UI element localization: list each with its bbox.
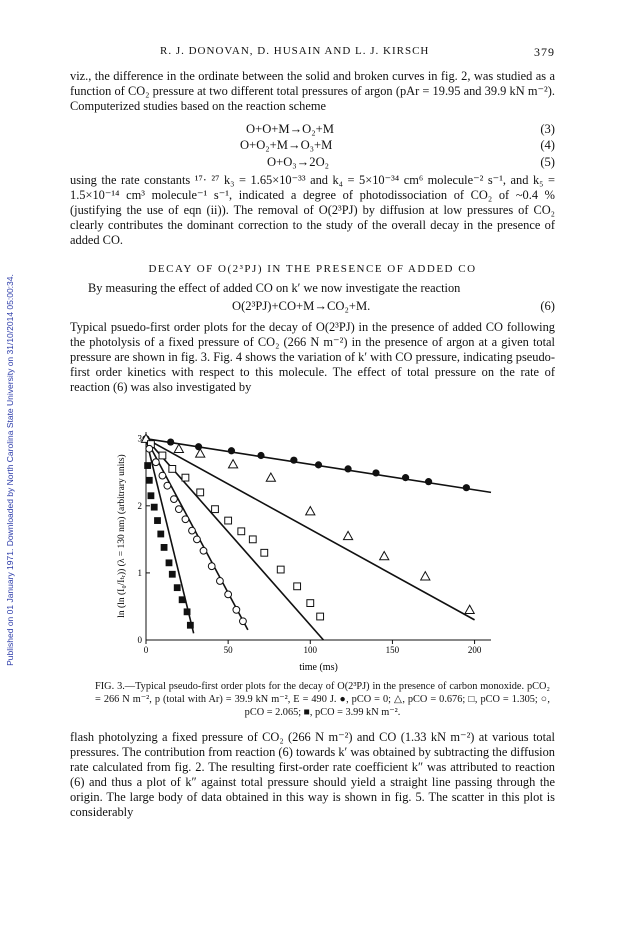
data-point-filled-square [187,622,194,629]
equation-text: O(2³PJ)+CO+M→CO₂+M. [232,299,371,313]
data-point-open-circle [189,527,196,534]
data-point-filled-square [184,608,191,615]
equation-5 [70,155,555,170]
data-point-open-square [212,506,219,513]
figure-3-chart [108,420,500,678]
data-point-filled-square [174,584,181,591]
equation-6 [70,299,555,314]
x-axis-label: time (ms) [299,662,338,673]
data-point-open-square [238,528,245,535]
data-point-filled-square [151,504,158,511]
data-point-open-square [159,452,166,459]
y-tick-label: 1 [137,567,142,578]
equation-number: (4) [540,138,555,152]
data-point-open-square [197,489,204,496]
figure-caption-text: FIG. 3.—Typical pseudo-first order plots for the decay of O(2³PJ) in the presence of carbon monoxide. pCO₂ = 266 N m⁻², p (total with Ar) = 39.9 kN m⁻², E = 490 J. ●, pCO = 0; △, pCO = 0.676; □, pCO = 1.305; ○, pCO = 2.065; ■, pCO = 3.99 kN m⁻². [95,681,550,718]
data-point-filled-square [154,517,161,524]
data-point-filled-square [161,544,168,551]
data-point-open-square [294,583,301,590]
data-point-open-circle [208,563,215,570]
paragraph-5: flash photolyzing a fixed pressure of CO₂ (266 N m⁻²) and CO (1.33 kN m⁻²) at various total pressures. The contribution from reaction (6) towards k′ was obtained by subtracting the diffusion rate calculated from fig. 2. The resulting first-order rate coefficient k″ was attributed to reaction (6) and thus a plot of k″ against total pressure should yield a straight line passing through the origin. The large body of data obtained in this way is shown in fig. 5. The scatter in this plot is considerably [70,730,555,819]
paragraph-2: using the rate constants ¹⁷· ²⁷ k₃ = 1.65×10⁻³³ and k₄ = 5×10⁻³⁴ cm⁶ molecule⁻² s⁻¹, and k₅ = 1.5×10⁻¹⁴ cm³ molecule⁻¹ s⁻¹, indicated a degree of photodissociation of CO₂ of ~0.4 % (justifying the use of eqn (ii)). The removal of O(2³PJ) by diffusion at low pressures of CO₂ clearly contributes the dominant correction to the study of the overall decay in the presence of added CO. [70,173,555,247]
data-point-filled-square [146,477,153,484]
running-header [70,45,555,61]
y-axis-label: ln (ln (I₀/Iₜᵣ)) (λ = 130 nm) (arbitrary units) [117,454,127,618]
data-point-open-circle [146,445,153,452]
data-point-open-square [261,549,268,556]
x-tick-label: 150 [385,645,400,655]
data-point-open-triangle [266,473,275,481]
equation-text: O+O₃→2O₂ [267,155,330,169]
data-point-open-circle [171,496,178,503]
data-point-filled-square [144,462,151,469]
data-point-open-square [277,566,284,573]
data-point-open-triangle [421,572,430,580]
paragraph-3: By measuring the effect of added CO on k′ we now investigate the reaction [88,281,461,295]
data-point-open-triangle [465,605,474,613]
data-point-open-circle [217,578,224,585]
data-point-filled-circle [372,469,379,476]
x-tick-label: 0 [143,645,149,655]
data-point-filled-circle [344,465,351,472]
data-point-open-circle [159,472,166,479]
data-point-open-square [169,466,176,473]
page-number: 379 [534,45,555,59]
data-point-open-circle [182,516,189,523]
chart-svg [108,420,500,678]
y-tick-label: 3 [137,433,142,444]
data-point-open-triangle [174,444,183,452]
data-point-open-triangle [228,460,237,468]
data-point-open-square [317,613,324,620]
download-watermark-text: Published on 01 January 1971. Downloaded by North Carolina State University on 31/10/2014 05:00:34. [5,274,15,666]
data-point-filled-circle [315,461,322,468]
data-point-open-triangle [196,449,205,457]
data-point-open-circle [233,606,240,613]
y-tick-label: 2 [137,500,142,511]
data-point-filled-square [166,559,173,566]
data-point-filled-circle [463,484,470,491]
data-point-filled-circle [195,443,202,450]
data-point-open-triangle [343,531,352,539]
data-point-filled-circle [228,447,235,454]
x-tick-label: 200 [467,645,482,655]
data-point-open-square [307,600,314,607]
equation-number: (6) [540,299,555,313]
data-point-open-square [225,517,232,524]
data-point-open-circle [194,536,201,543]
section-heading: DECAY OF O(2³PJ) IN THE PRESENCE OF ADDED CO [148,263,477,275]
equation-number: (3) [540,122,555,136]
data-point-open-circle [164,482,171,489]
data-point-open-square [249,536,256,543]
equation-text: O+O+M→O₂+M [246,122,334,136]
data-point-filled-circle [402,474,409,481]
paragraph-1: viz., the difference in the ordinate between the solid and broken curves in fig. 2, was studied as a function of CO₂ pressure at two different total pressures of argon (pAr = 19.95 and 39.9 kN m⁻²). Computerized studies based on the reaction scheme [70,69,555,113]
equation-3 [70,122,555,137]
data-point-filled-square [169,571,176,578]
data-point-open-triangle [380,552,389,560]
x-tick-label: 50 [223,645,233,655]
data-point-filled-circle [425,478,432,485]
data-point-filled-circle [167,438,174,445]
header-authors: R. J. DONOVAN, D. HUSAIN AND L. J. KIRSCH [160,45,430,57]
data-point-filled-square [157,531,164,538]
download-watermark [2,150,18,790]
paragraph-4: Typical psuedo-first order plots for the decay of O(2³PJ) in the presence of added CO following the photolysis of a fixed pressure of CO₂ (266 N m⁻²) in the presence of argon at a given total pressure are shown in fig. 3. Fig. 4 shows the variation of k′ with CO pressure, indicating pseudo-first order kinetics with respect to this molecule. The effect of total pressure on the rate of reaction (6) was also investigated by [70,320,555,394]
equation-4 [70,138,555,153]
data-point-filled-circle [257,452,264,459]
data-point-open-circle [240,618,247,625]
equation-text: O+O₂+M→O₃+M [240,138,333,152]
y-tick-label: 0 [137,635,142,645]
data-point-filled-square [148,492,155,499]
data-point-open-circle [152,459,159,466]
figure-caption [95,680,550,719]
data-point-filled-circle [290,457,297,464]
data-point-open-circle [225,591,232,598]
data-point-open-circle [200,547,207,554]
data-point-open-triangle [306,507,315,515]
data-point-open-square [182,474,189,481]
x-tick-label: 100 [303,645,318,655]
data-point-open-circle [175,506,182,513]
data-point-filled-square [179,596,186,603]
equation-number: (5) [540,155,555,169]
